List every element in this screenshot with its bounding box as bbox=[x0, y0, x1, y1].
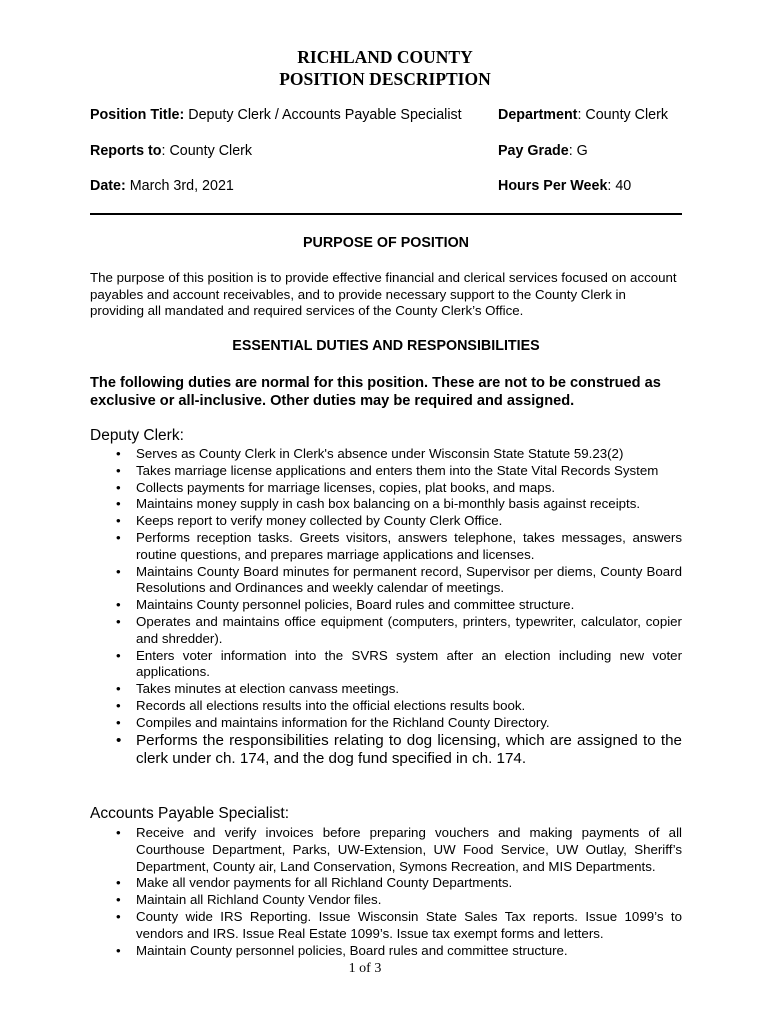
pay-grade-field bbox=[498, 143, 588, 159]
list-item: • Compiles and maintains information for the Richland County Directory. bbox=[90, 715, 682, 732]
accounts-payable-duties-list bbox=[90, 825, 682, 959]
duties-intro: The following duties are normal for this position. These are not to be construed as exclusive or all-inclusive. Other duties may be required and assigned. bbox=[90, 375, 661, 409]
list-item: • Collects payments for marriage licenses, copies, plat books, and maps. bbox=[90, 480, 682, 497]
deputy-clerk-duties-list bbox=[90, 446, 682, 769]
list-item: • Performs the responsibilities relating to dog licensing, which are assigned to the clerk under ch. 174, and the dog fund specified in ch. 174. bbox=[90, 732, 682, 769]
header-divider bbox=[90, 213, 682, 215]
purpose-heading: PURPOSE OF POSITION bbox=[302, 235, 470, 251]
date-field bbox=[90, 178, 234, 194]
list-item: • Serves as County Clerk in Clerk's absence under Wisconsin State Statute 59.23(2) bbox=[90, 446, 682, 463]
pay-grade-label: Pay Grade bbox=[498, 143, 569, 159]
date-value: March 3rd, 2021 bbox=[129, 178, 234, 194]
deputy-clerk-heading: Deputy Clerk: bbox=[90, 427, 184, 444]
list-item: • Maintains County Board minutes for permanent record, Supervisor per diems, County Board Resolutions and Ordinances and weekly calendar of meetings. bbox=[90, 564, 682, 598]
list-item: • County wide IRS Reporting. Issue Wisconsin State Sales Tax reports. Issue 1099’s to vendors and IRS. Issue Real Estate 1099’s. Issue tax exempt forms and letters. bbox=[90, 909, 682, 943]
hours-value: : 40 bbox=[607, 178, 632, 194]
position-title-field bbox=[90, 107, 462, 123]
list-item: • Performs reception tasks. Greets visitors, answers telephone, takes messages, answers routine questions, and prepares marriage applications and licenses. bbox=[90, 530, 682, 564]
list-item: • Maintains money supply in cash box balancing on a bi-monthly basis against receipts. bbox=[90, 496, 682, 513]
reports-to-value: : County Clerk bbox=[161, 143, 253, 159]
date-label: Date: bbox=[90, 178, 126, 194]
list-item: • Make all vendor payments for all Richland County Departments. bbox=[90, 875, 682, 892]
list-item: • Operates and maintains office equipment (computers, printers, typewriter, calculator, copier and shredder). bbox=[90, 614, 682, 648]
department-value: : County Clerk bbox=[577, 107, 669, 123]
hours-field bbox=[498, 178, 631, 194]
reports-to-label: Reports to bbox=[90, 143, 162, 159]
list-item: • Maintain County personnel policies, Board rules and committee structure. bbox=[90, 943, 682, 960]
accounts-payable-heading: Accounts Payable Specialist: bbox=[90, 805, 290, 822]
county-name-heading: RICHLAND COUNTY bbox=[297, 47, 473, 67]
pay-grade-value: : G bbox=[568, 143, 588, 159]
hours-label: Hours Per Week bbox=[498, 178, 608, 194]
position-title-label: Position Title: bbox=[90, 107, 185, 123]
duties-heading: ESSENTIAL DUTIES AND RESPONSIBILITIES bbox=[232, 338, 540, 354]
list-item: • Maintains County personnel policies, Board rules and committee structure. bbox=[90, 597, 682, 614]
list-item: • Keeps report to verify money collected by County Clerk Office. bbox=[90, 513, 682, 530]
purpose-text: The purpose of this position is to provide effective financial and clerical services focused on account payables and account receivables, and to provide necessary support to the County Clerk in providing all mandated and required services of the County Clerk’s Office. bbox=[90, 270, 677, 319]
department-field bbox=[498, 107, 668, 123]
department-label: Department bbox=[498, 107, 578, 123]
page-number: 1 of 3 bbox=[348, 961, 382, 976]
position-title-value: Deputy Clerk / Accounts Payable Specialist bbox=[188, 107, 462, 123]
list-item: • Takes minutes at election canvass meetings. bbox=[90, 681, 682, 698]
reports-to-field bbox=[90, 143, 252, 159]
list-item: • Receive and verify invoices before preparing vouchers and making payments of all Courthouse Department, Parks, UW-Extension, UW Food Service, UW Outlay, Sheriff’s Department, County air, Land Conservation, Symons Recreation, and MIS Departments. bbox=[90, 825, 682, 875]
list-item: • Records all elections results into the official elections results book. bbox=[90, 698, 682, 715]
list-item: • Takes marriage license applications and enters them into the State Vital Records System bbox=[90, 463, 682, 480]
list-item: • Enters voter information into the SVRS system after an election including new voter applications. bbox=[90, 648, 682, 682]
list-item: • Maintain all Richland County Vendor files. bbox=[90, 892, 682, 909]
document-title: POSITION DESCRIPTION bbox=[279, 69, 491, 89]
